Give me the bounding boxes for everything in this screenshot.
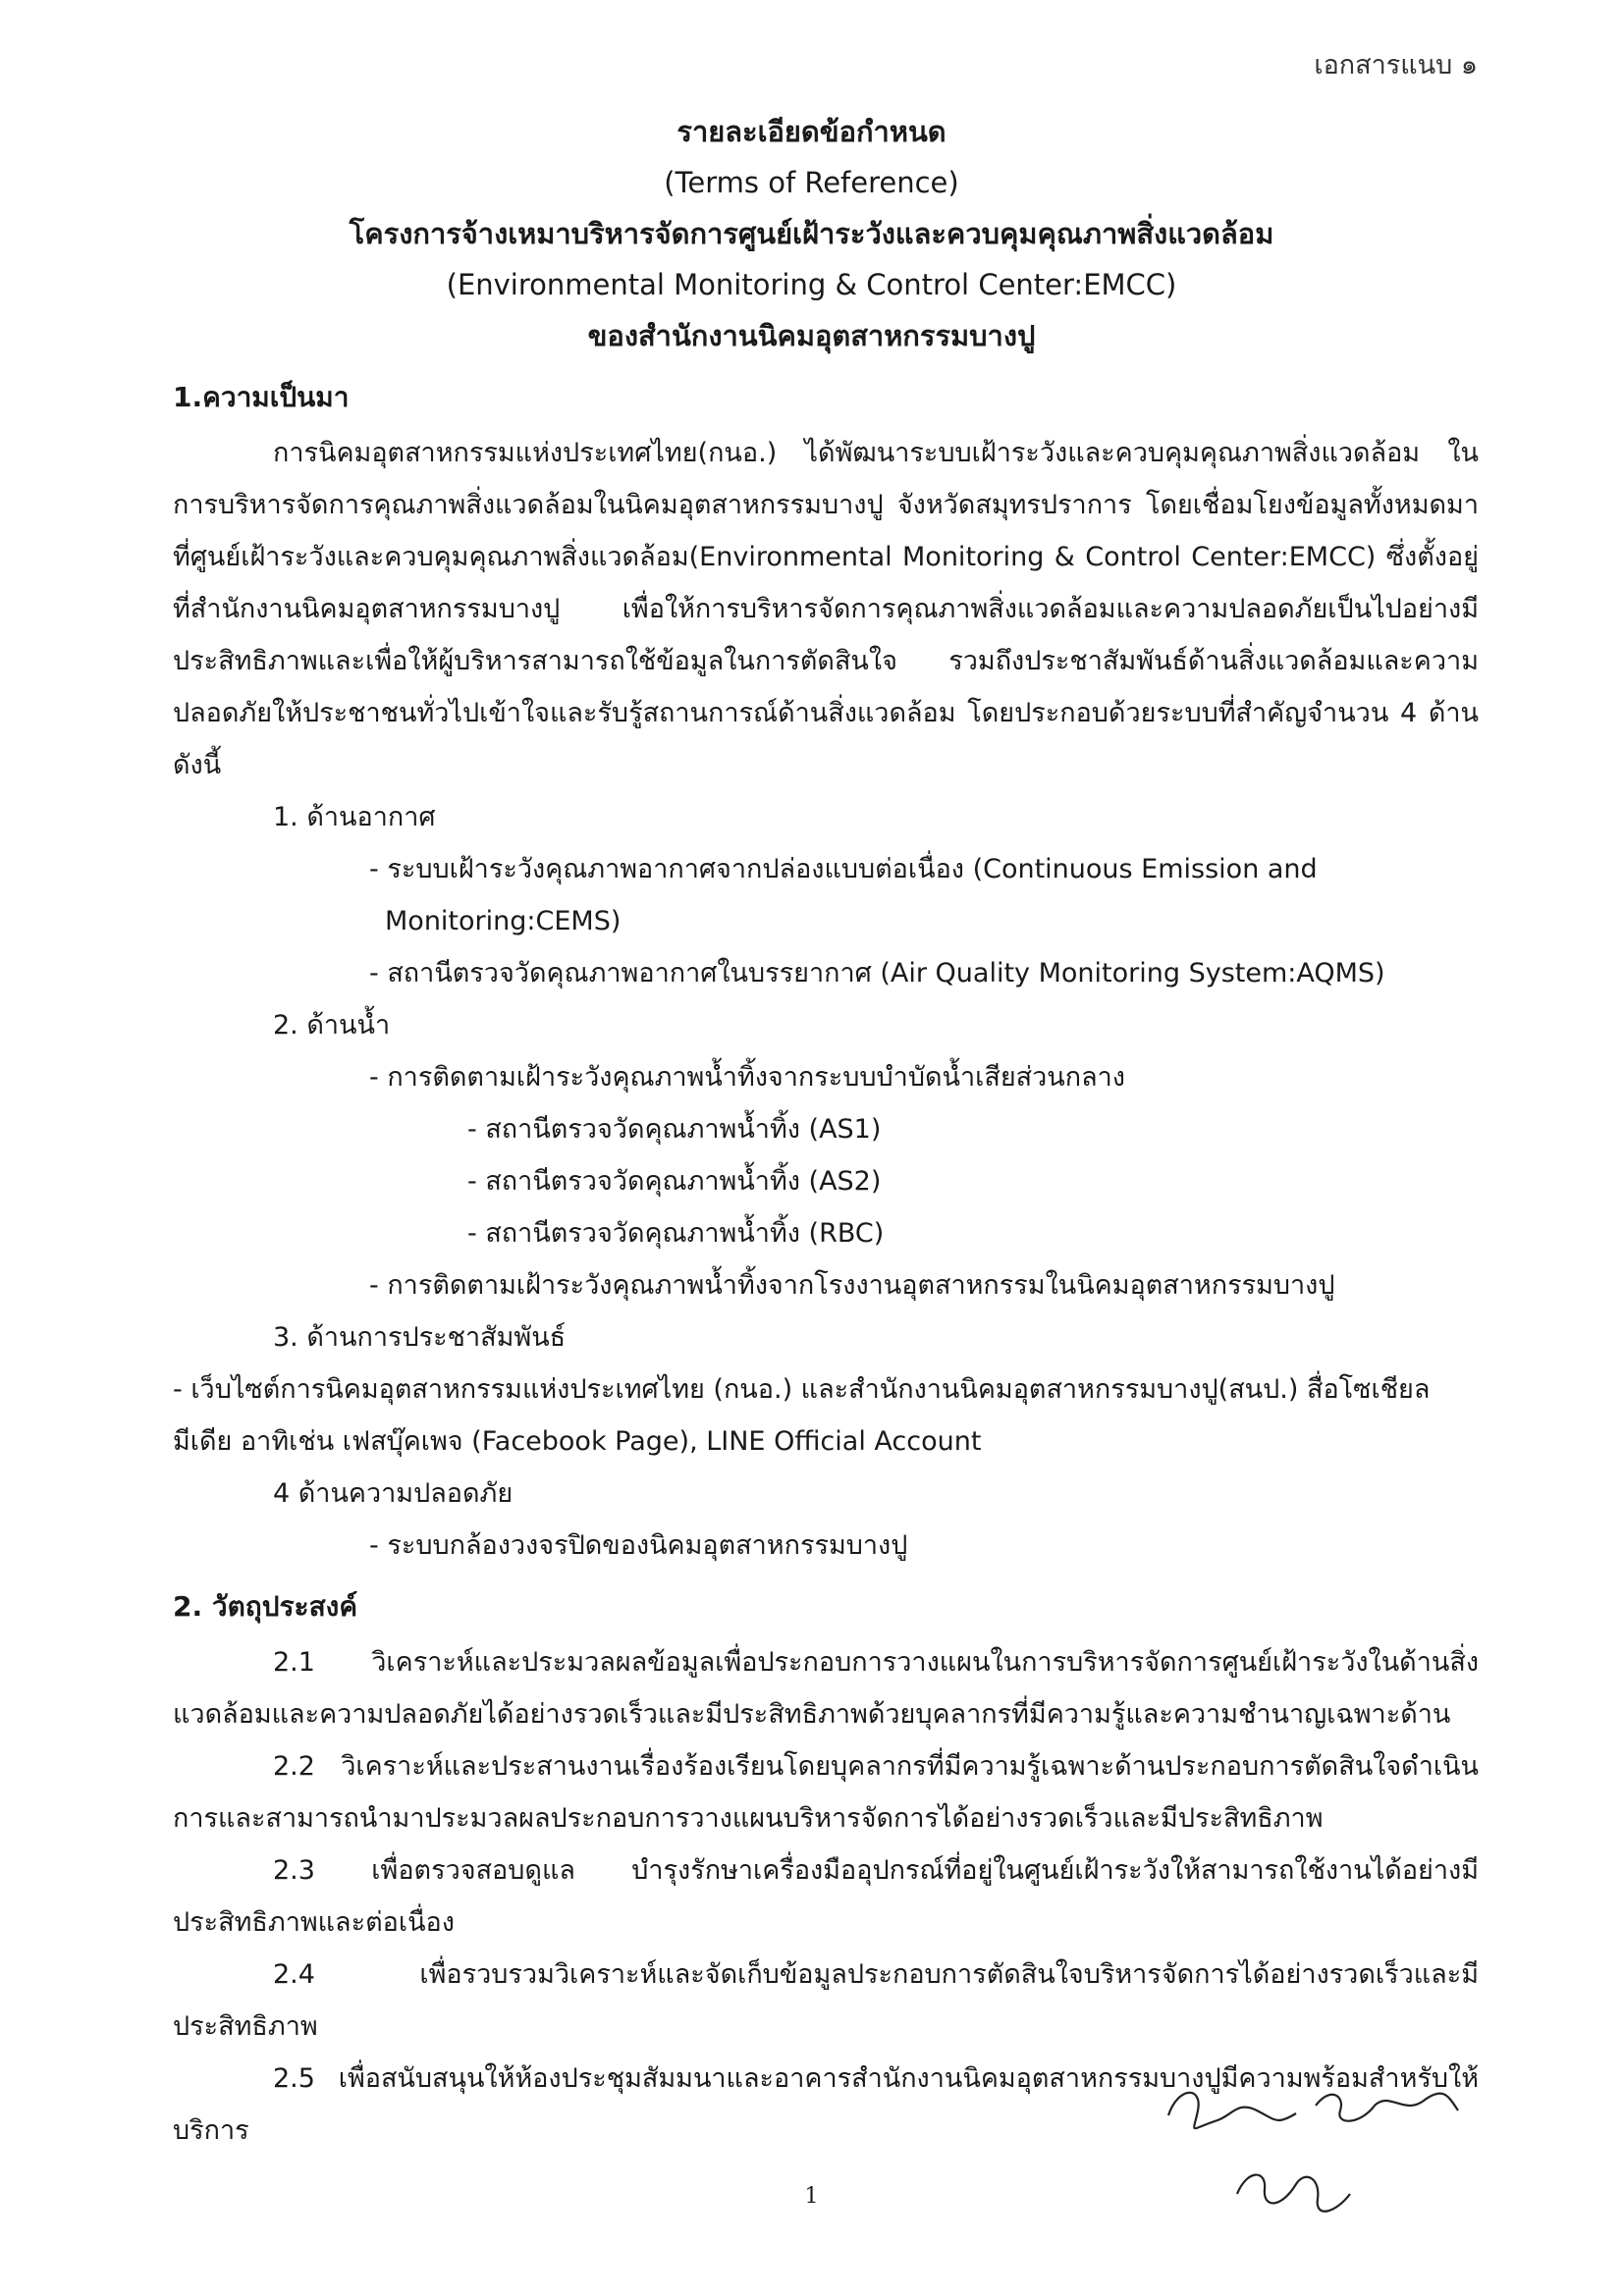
water-item-1: - การติดตามเฝ้าระวังคุณภาพน้ำทิ้งจากระบบบำบัดน้ำเสียส่วนกลาง — [369, 1062, 1125, 1093]
air-item-1-cont: Monitoring:CEMS) — [385, 906, 622, 936]
project-name-english: (Environmental Monitoring & Control Center:EMCC) — [446, 268, 1177, 301]
air-item-1: - ระบบเฝ้าระวังคุณภาพอากาศจากปล่องแบบต่อเนื่อง (Continuous Emission and — [369, 854, 1318, 884]
pr-title: 3. ด้านการประชาสัมพันธ์ — [273, 1322, 567, 1353]
pr-line-2: มีเดีย อาทิเช่น เฟสบุ๊คเพจ (Facebook Page), LINE Official Account — [173, 1426, 982, 1457]
section1-paragraph: การนิคมอุตสาหกรรมแห่งประเทศไทย(กนอ.) ได้พัฒนาระบบเฝ้าระวังและควบคุมคุณภาพสิ่งแวดล้อม ในการบริหารจัดการคุณภาพสิ่งแวดล้อมในนิคมอุตสาหกรรมบางปู จังหวัดสมุทรปราการ โดยเชื่อมโยงข้อมูลทั้งหมดมาที่ศูนย์เฝ้าระวังและควบคุมคุณภาพสิ่งแวดล้อม(Environmental Monitoring & Control Center:EMCC) ซึ่งตั้งอยู่ที่สำนักงานนิคมอุตสาหกรรมบางปู เพื่อให้การบริหารจัดการคุณภาพสิ่งแวดล้อมและความปลอดภัยเป็นไปอย่างมีประสิทธิภาพและเพื่อให้ผู้บริหารสามารถใช้ข้อมูลในการตัดสินใจ รวมถึงประชาสัมพันธ์ด้านสิ่งแวดล้อมและความปลอดภัยให้ประชาชนทั่วไปเข้าใจและรับรู้สถานการณ์ด้านสิ่งแวดล้อม โดยประกอบด้วยระบบที่สำคัญจำนวน 4 ด้าน ดังนี้ — [173, 438, 1479, 780]
objective-1: 2.1 วิเคราะห์และประมวลผลข้อมูลเพื่อประกอบการวางแผนในการบริหารจัดการศูนย์เฝ้าระวังในด้านสิ่งแวดล้อมและความปลอดภัยได้อย่างรวดเร็วและมีประสิทธิภาพด้วยบุคลากรที่มีความรู้และความชำนาญเฉพาะด้าน — [173, 1647, 1479, 1730]
objective-3: 2.3 เพื่อตรวจสอบดูแล บำรุงรักษาเครื่องมืออุปกรณ์ที่อยู่ในศูนย์เฝ้าระวังให้สามารถใช้งานได้อย่างมีประสิทธิภาพและต่อเนื่อง — [173, 1855, 1479, 1938]
title-block — [0, 106, 1623, 361]
title-thai: รายละเอียดข้อกำหนด — [676, 115, 947, 148]
attachment-tag: เอกสารแนบ ๑ — [1314, 50, 1478, 80]
water-sub-1: - สถานีตรวจวัดคุณภาพน้ำทิ้ง (AS1) — [467, 1114, 882, 1145]
objective-2: 2.2 วิเคราะห์และประสานงานเรื่องร้องเรียนโดยบุคลากรที่มีความรู้เฉพาะด้านประกอบการตัดสินใจดำเนินการและสามารถนำมาประมวลผลประกอบการวางแผนบริหารจัดการได้อย่างรวดเร็วและมีประสิทธิภาพ — [173, 1751, 1479, 1834]
water-item-2: - การติดตามเฝ้าระวังคุณภาพน้ำทิ้งจากโรงงานอุตสาหกรรมในนิคมอุตสาหกรรมบางปู — [369, 1270, 1335, 1301]
water-sub-2: - สถานีตรวจวัดคุณภาพน้ำทิ้ง (AS2) — [467, 1166, 882, 1197]
air-title: 1. ด้านอากาศ — [273, 802, 436, 832]
page-number: 1 — [804, 2184, 819, 2209]
document-body — [173, 368, 1479, 2157]
title-english: (Terms of Reference) — [664, 166, 959, 199]
objective-4: 2.4 เพื่อรวบรวมวิเคราะห์และจัดเก็บข้อมูลประกอบการตัดสินใจบริหารจัดการได้อย่างรวดเร็วและมีประสิทธิภาพ — [173, 1959, 1479, 2042]
safety-item-1: - ระบบกล้องวงจรปิดของนิคมอุตสาหกรรมบางปู — [369, 1530, 908, 1561]
office-name: ของสำนักงานนิคมอุตสาหกรรมบางปู — [587, 319, 1036, 352]
objective-5: 2.5 เพื่อสนับสนุนให้ห้องประชุมสัมมนาและอาคารสำนักงานนิคมอุตสาหกรรมบางปูมีความพร้อมสำหรับให้บริการ — [173, 2063, 1479, 2146]
project-name-thai: โครงการจ้างเหมาบริหารจัดการศูนย์เฝ้าระวังและควบคุมคุณภาพสิ่งแวดล้อม — [349, 217, 1274, 250]
safety-title: 4 ด้านความปลอดภัย — [273, 1478, 514, 1509]
section2-heading: 2. วัตถุประสงค์ — [173, 1590, 358, 1623]
pr-line-1: - เว็บไซต์การนิคมอุตสาหกรรมแห่งประเทศไทย (กนอ.) และสำนักงานนิคมอุตสาหกรรมบางปู(สนป.) สื่อโซเชียล — [173, 1374, 1431, 1405]
air-item-2: - สถานีตรวจวัดคุณภาพอากาศในบรรยากาศ (Air Quality Monitoring System:AQMS) — [369, 958, 1385, 988]
water-title: 2. ด้านน้ำ — [273, 1010, 391, 1041]
section1-heading: 1.ความเป็นมา — [173, 381, 350, 413]
water-sub-3: - สถานีตรวจวัดคุณภาพน้ำทิ้ง (RBC) — [467, 1218, 885, 1249]
